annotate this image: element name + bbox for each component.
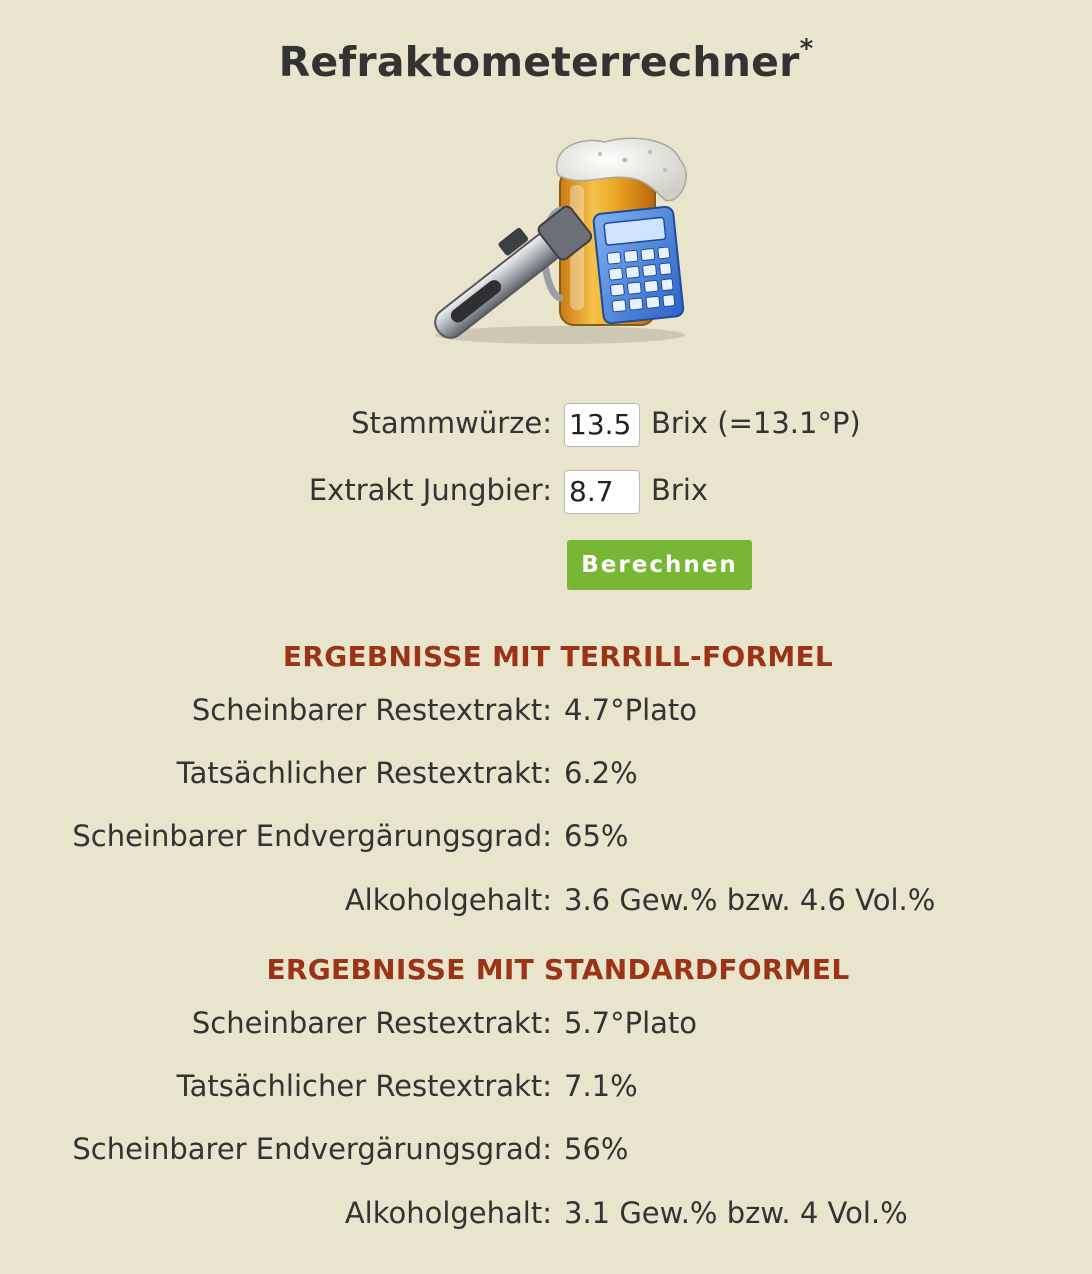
standard-real-extract-value: 7.1% [564, 1069, 638, 1103]
terrill-alcohol-value: 3.6 Gew.% bzw. 4.6 Vol.% [564, 883, 936, 917]
standard-real-extract-label: Tatsächlicher Restextrakt: [176, 1069, 552, 1103]
standard-attenuation-value: 56% [564, 1132, 629, 1166]
refractometer-beer-calculator-icon [410, 130, 710, 350]
extrakt-jungbier-unit: Brix [651, 473, 709, 507]
terrill-attenuation-label: Scheinbarer Endvergärungsgrad: [72, 819, 552, 853]
terrill-alcohol-label: Alkoholgehalt: [344, 883, 552, 917]
stammwuerze-input[interactable]: 13.5 [564, 403, 640, 447]
terrill-attenuation-value: 65% [564, 819, 629, 853]
standard-apparent-extract-value: 5.7°Plato [564, 1006, 698, 1040]
extrakt-jungbier-input[interactable]: 8.7 [564, 470, 640, 514]
terrill-results-heading: ERGEBNISSE MIT TERRILL-FORMEL [282, 640, 834, 673]
standard-apparent-extract-label: Scheinbarer Restextrakt: [191, 1006, 552, 1040]
stammwuerze-unit: Brix (=13.1°P) [651, 406, 861, 440]
extrakt-jungbier-label: Extrakt Jungbier: [308, 473, 552, 507]
page-title-text: Refraktometerrechner [278, 38, 800, 86]
berechnen-button[interactable]: Berechnen [567, 540, 752, 590]
terrill-apparent-extract-value: 4.7°Plato [564, 693, 698, 727]
page-title [0, 34, 1092, 86]
standard-alcohol-label: Alkoholgehalt: [344, 1196, 552, 1230]
standard-attenuation-label: Scheinbarer Endvergärungsgrad: [72, 1132, 552, 1166]
terrill-apparent-extract-label: Scheinbarer Restextrakt: [191, 693, 552, 727]
standard-results-heading: ERGEBNISSE MIT STANDARDFORMEL [266, 953, 850, 986]
standard-alcohol-value: 3.1 Gew.% bzw. 4 Vol.% [564, 1196, 908, 1230]
title-footnote-mark: * [799, 34, 814, 65]
terrill-real-extract-label: Tatsächlicher Restextrakt: [176, 756, 552, 790]
stammwuerze-label: Stammwürze: [351, 406, 552, 440]
terrill-real-extract-value: 6.2% [564, 756, 638, 790]
